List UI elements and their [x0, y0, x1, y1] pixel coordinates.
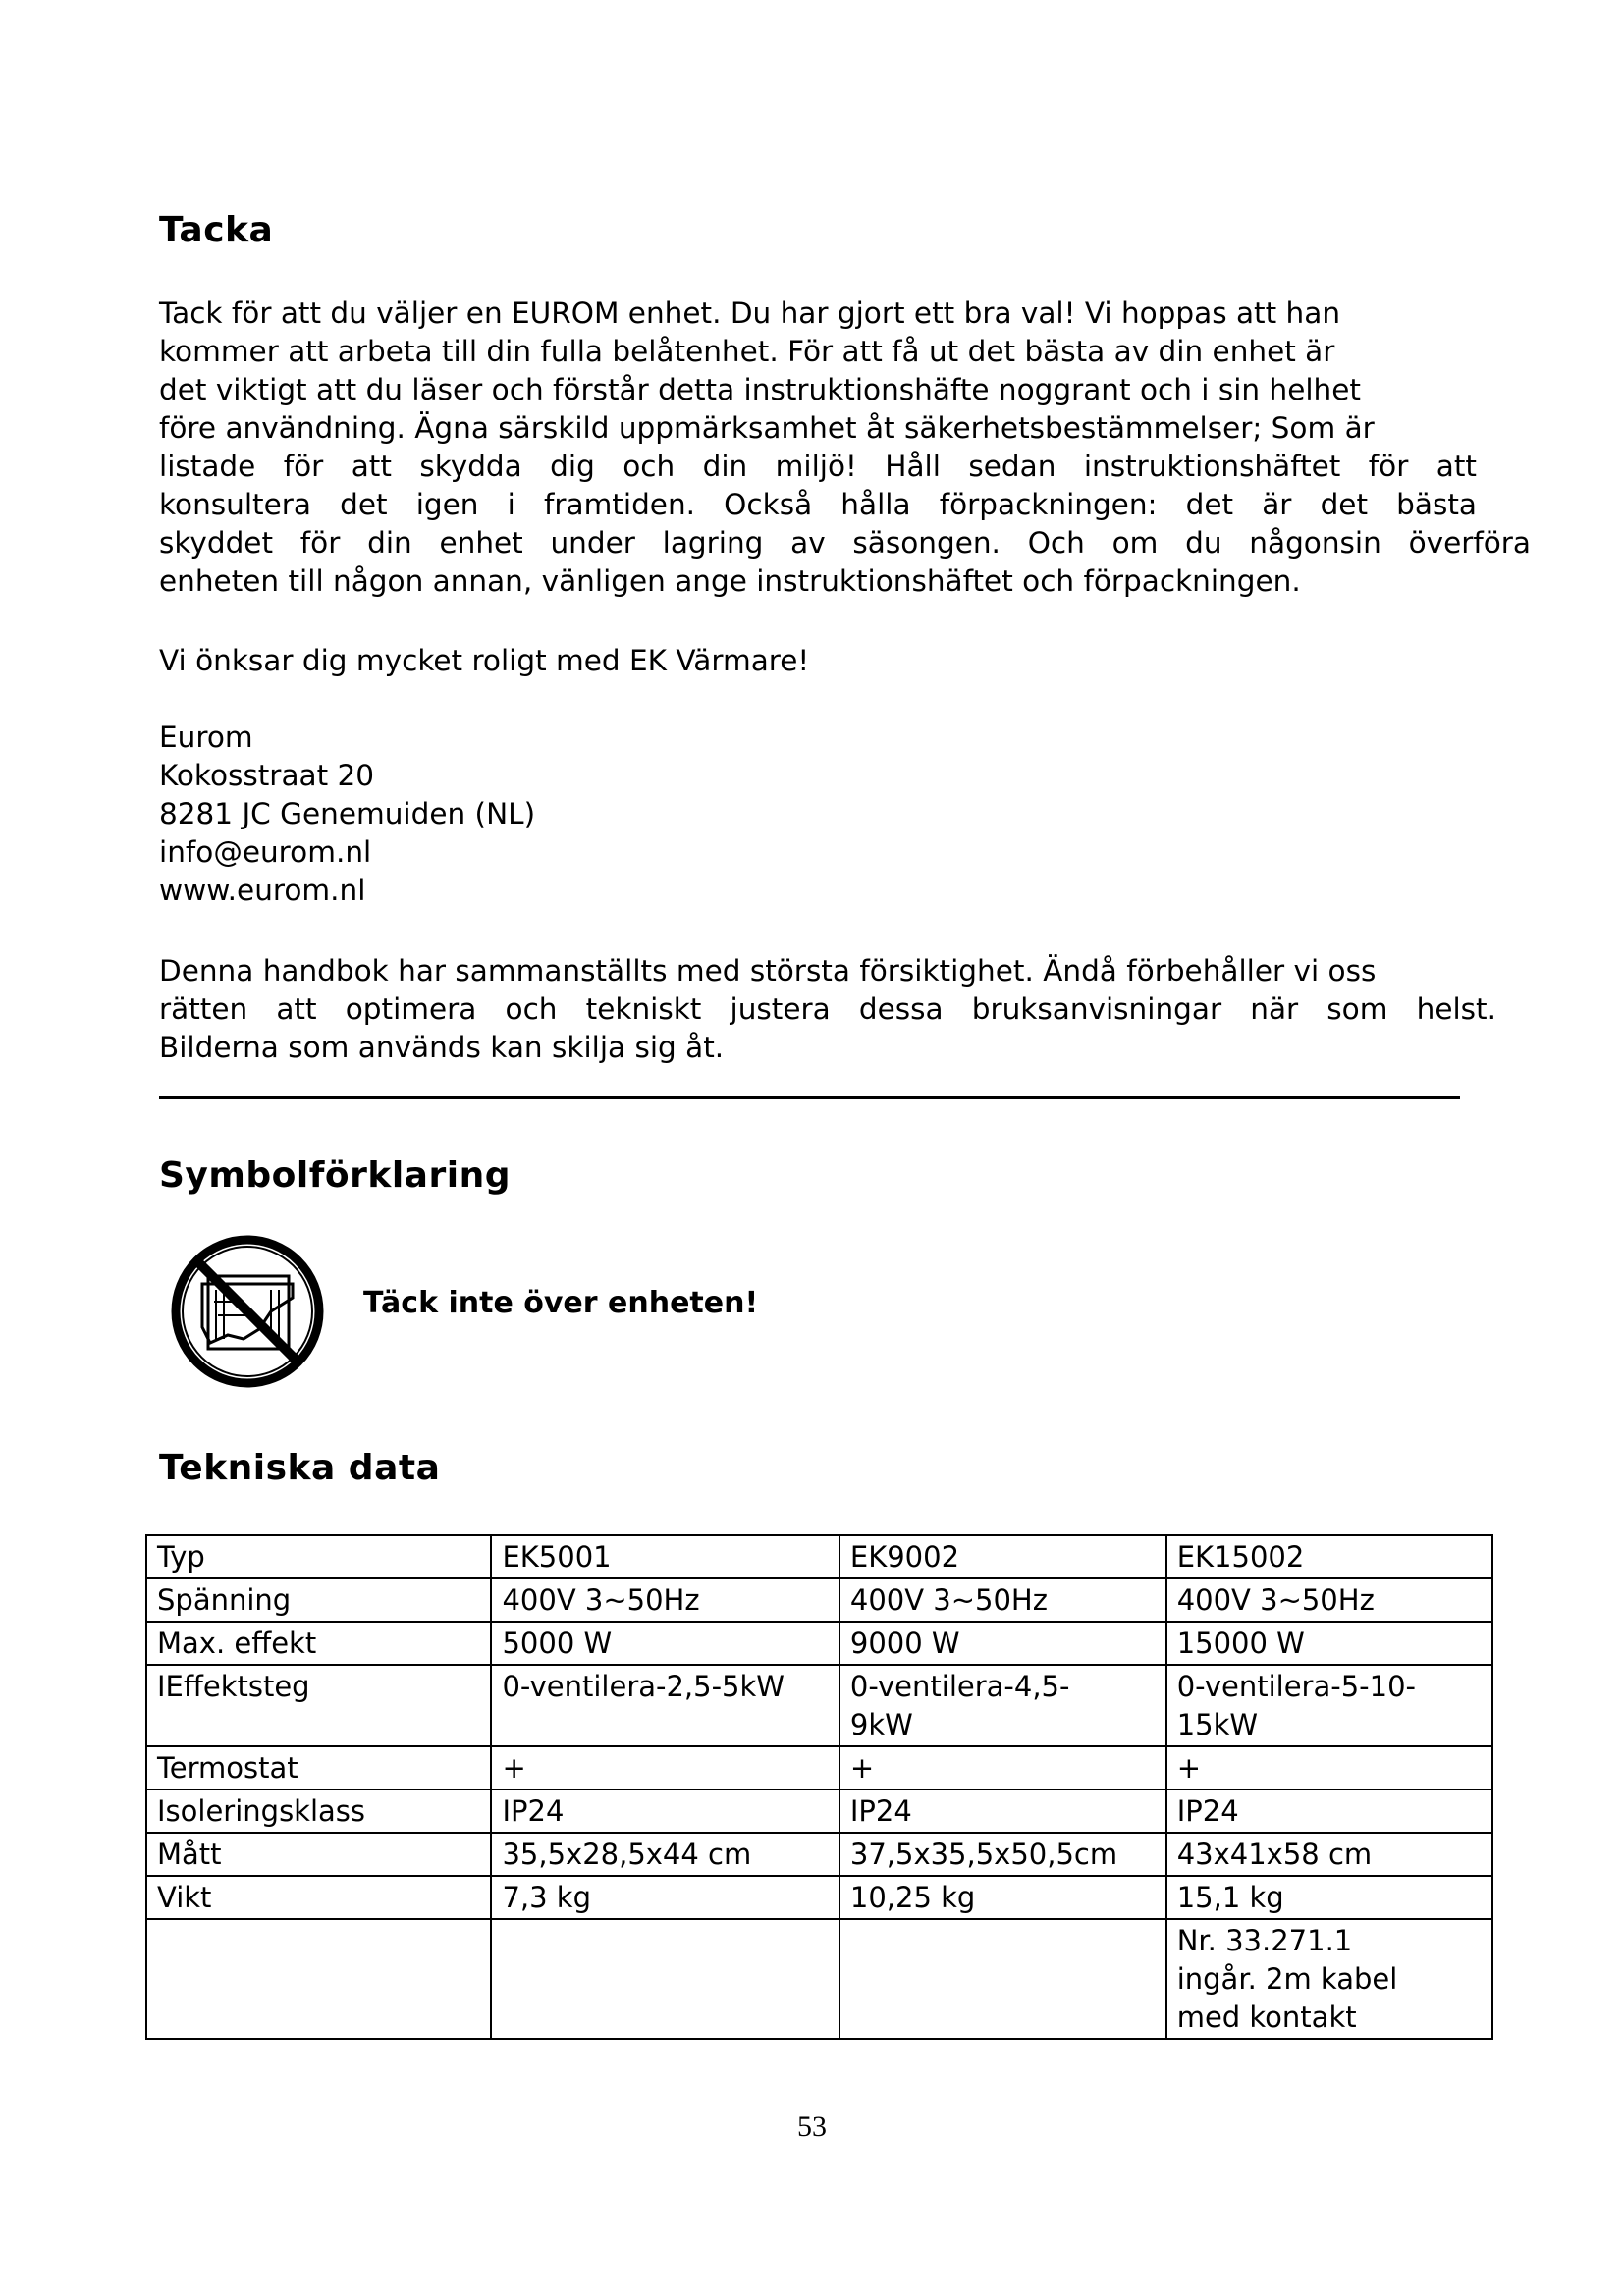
thanks-title: Tacka [159, 210, 274, 250]
row-label-cell: Mått [146, 1833, 491, 1876]
symbol-description: Täck inte över enheten! [363, 1286, 759, 1320]
address-city: 8281 JC Genemuiden (NL) [159, 797, 536, 830]
value-cell: EK5001 [491, 1535, 839, 1578]
thanks-paragraph [159, 294, 1534, 601]
disclaimer-line: Denna handbok har sammanställts med största försiktighet. Ändå förbehåller vi oss [159, 954, 1377, 988]
table-row [146, 1746, 1492, 1789]
value-cell: 35,5x28,5x44 cm [491, 1833, 839, 1876]
row-label-cell: Vikt [146, 1876, 491, 1919]
section-divider [159, 1096, 1460, 1099]
value-cell: IP24 [839, 1789, 1166, 1833]
value-cell: 400V 3~50Hz [491, 1578, 839, 1622]
table-row [146, 1578, 1492, 1622]
row-label-cell: Max. effekt [146, 1622, 491, 1665]
value-cell: 9000 W [839, 1622, 1166, 1665]
wish-text: Vi önksar dig mycket roligt med EK Värmare! [159, 644, 810, 677]
paragraph-line: konsultera det igen i framtiden. Också hålla förpackningen: det är det bästa [159, 488, 1477, 521]
value-cell: 5000 W [491, 1622, 839, 1665]
value-cell: 0-ventilera-2,5-5kW [491, 1665, 839, 1746]
value-cell: 37,5x35,5x50,5cm [839, 1833, 1166, 1876]
do-not-cover-icon [169, 1233, 326, 1390]
address-email: info@eurom.nl [159, 835, 372, 869]
row-label-cell: Typ [146, 1535, 491, 1578]
paragraph-line: listade för att skydda dig och din miljö! Håll sedan instruktionshäftet för att [159, 450, 1477, 483]
row-label-cell [146, 1919, 491, 2039]
address-company: Eurom [159, 721, 253, 754]
value-cell [839, 1919, 1166, 2039]
value-cell: 10,25 kg [839, 1876, 1166, 1919]
value-cell: EK9002 [839, 1535, 1166, 1578]
value-cell: 400V 3~50Hz [1166, 1578, 1492, 1622]
disclaimer-line: rätten att optimera och tekniskt justera dessa bruksanvisningar när som helst. [159, 992, 1496, 1026]
value-cell: 15,1 kg [1166, 1876, 1492, 1919]
table-row [146, 1876, 1492, 1919]
page-number: 53 [797, 2110, 827, 2143]
value-cell: EK15002 [1166, 1535, 1492, 1578]
value-cell: Nr. 33.271.1 ingår. 2m kabel med kontakt [1166, 1919, 1492, 2039]
table-row [146, 1665, 1492, 1746]
value-cell [491, 1919, 839, 2039]
value-cell: 43x41x58 cm [1166, 1833, 1492, 1876]
value-cell: + [491, 1746, 839, 1789]
paragraph-line: Tack för att du väljer en EUROM enhet. Du har gjort ett bra val! Vi hoppas att han [159, 296, 1341, 330]
paragraph-line: det viktigt att du läser och förstår detta instruktionshäfte noggrant och i sin helhet [159, 373, 1361, 406]
symbol-item [169, 1233, 1249, 1390]
paragraph-line: kommer att arbeta till din fulla belåtenhet. För att få ut det bästa av din enhet är [159, 335, 1335, 368]
address-block [159, 719, 1534, 910]
paragraph-line: enheten till någon annan, vänligen ange instruktionshäftet och förpackningen. [159, 564, 1301, 598]
disclaimer-line: Bilderna som används kan skilja sig åt. [159, 1031, 725, 1064]
address-web: www.eurom.nl [159, 874, 366, 907]
row-label-cell: Isoleringsklass [146, 1789, 491, 1833]
value-cell: + [1166, 1746, 1492, 1789]
value-cell: 0-ventilera-4,5- 9kW [839, 1665, 1166, 1746]
value-cell: 0-ventilera-5-10- 15kW [1166, 1665, 1492, 1746]
table-row [146, 1622, 1492, 1665]
row-label-cell: Spänning [146, 1578, 491, 1622]
row-label-cell: IEffektsteg [146, 1665, 491, 1746]
value-cell: IP24 [1166, 1789, 1492, 1833]
technical-title: Tekniska data [159, 1448, 441, 1488]
disclaimer [159, 952, 1534, 1067]
paragraph-line: skyddet för din enhet under lagring av säsongen. Och om du någonsin överföra [159, 526, 1531, 560]
table-row [146, 1833, 1492, 1876]
value-cell: + [839, 1746, 1166, 1789]
value-cell: IP24 [491, 1789, 839, 1833]
row-label-cell: Termostat [146, 1746, 491, 1789]
value-cell: 7,3 kg [491, 1876, 839, 1919]
address-street: Kokosstraat 20 [159, 759, 375, 792]
table-row [146, 1789, 1492, 1833]
technical-data-table [145, 1534, 1493, 2040]
paragraph-line: före användning. Ägna särskild uppmärksamhet åt säkerhetsbestämmelser; Som är [159, 411, 1375, 445]
table-row [146, 1535, 1492, 1578]
value-cell: 400V 3~50Hz [839, 1578, 1166, 1622]
value-cell: 15000 W [1166, 1622, 1492, 1665]
symbols-title: Symbolförklaring [159, 1155, 511, 1196]
table-row [146, 1919, 1492, 2039]
